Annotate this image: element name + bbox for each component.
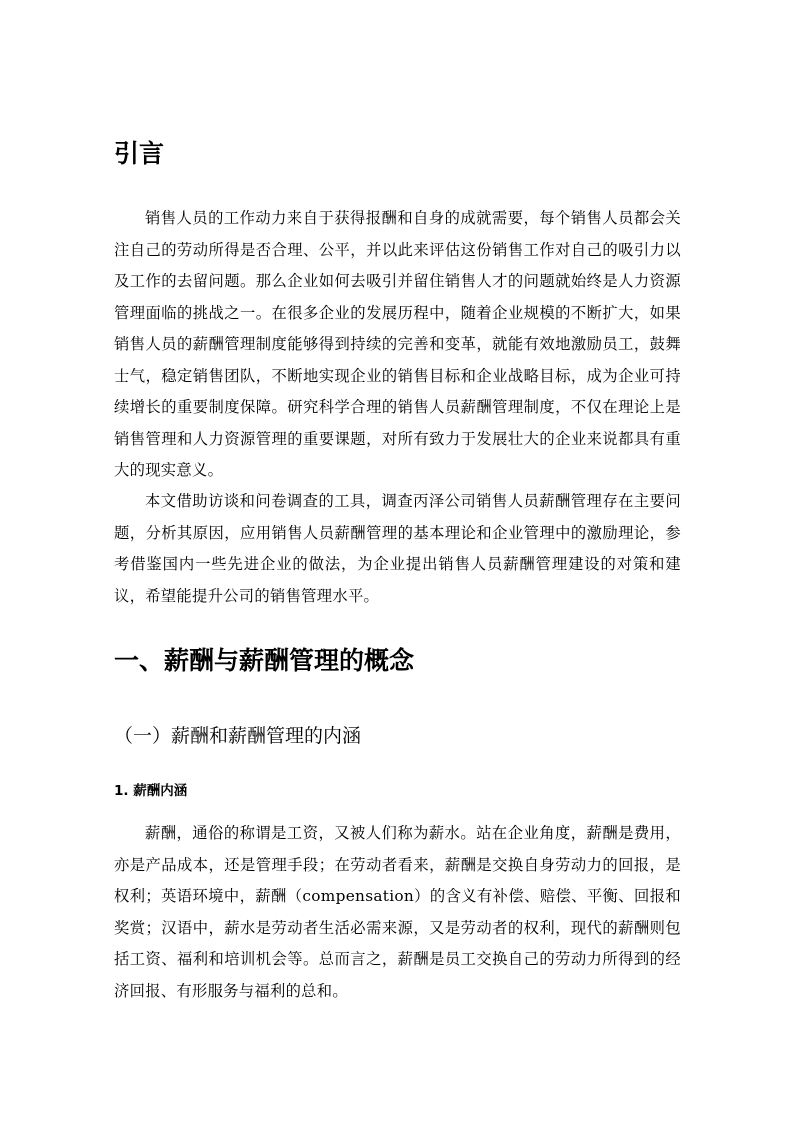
intro-heading: 引言 bbox=[114, 139, 165, 168]
section-1-heading: 一、薪酬与薪酬管理的概念 bbox=[114, 646, 415, 675]
item-1-paragraph: 薪酬，通俗的称谓是工资，又被人们称为薪水。站在企业角度，薪酬是费用，亦是产品成本，还是管理手段；在劳动者看来，薪酬是交换自身劳动力的回报，是权利；英语环境中，薪酬（compensation）的含义有补偿、赔偿、平衡、回报和奖赏；汉语中，薪水是劳动者生活必需来源，又是劳动者的权利，现代的薪酬则包括工资、福利和培训机会等。总而言之，薪酬是员工交换自己的劳动力所得到的经济回报、有形服务与福利的总和。 bbox=[114, 824, 681, 1000]
item-1-heading: 1. 薪酬内涵 bbox=[114, 783, 188, 799]
intro-paragraph-2: 本文借助访谈和问卷调查的工具，调查丙泽公司销售人员薪酬管理存在主要问题，分析其原因，应用销售人员薪酬管理的基本理论和企业管理中的激励理论，参考借鉴国内一些先进企业的做法，为企业提出销售人员薪酬管理建设的对策和建议，希望能提升公司的销售管理水平。 bbox=[114, 492, 681, 605]
subsection-1-heading: （一）薪酬和薪酬管理的内涵 bbox=[114, 725, 362, 747]
intro-paragraph-1: 销售人员的工作动力来自于获得报酬和自身的成就需要，每个销售人员都会关注自己的劳动所得是否合理、公平，并以此来评估这份销售工作对自己的吸引力以及工作的去留问题。那么企业如何去吸引并留住销售人才的问题就始终是人力资源管理面临的挑战之一。在很多企业的发展历程中，随着企业规模的不断扩大，如果销售人员的薪酬管理制度能够得到持续的完善和变革，就能有效地激励员工，鼓舞士气，稳定销售团队，不断地实现企业的销售目标和企业战略目标，成为企业可持续增长的重要制度保障。研究科学合理的销售人员薪酬管理制度，不仅在理论上是销售管理和人力资源管理的重要课题，对所有致力于发展壮大的企业来说都具有重大的现实意义。 bbox=[114, 209, 681, 479]
